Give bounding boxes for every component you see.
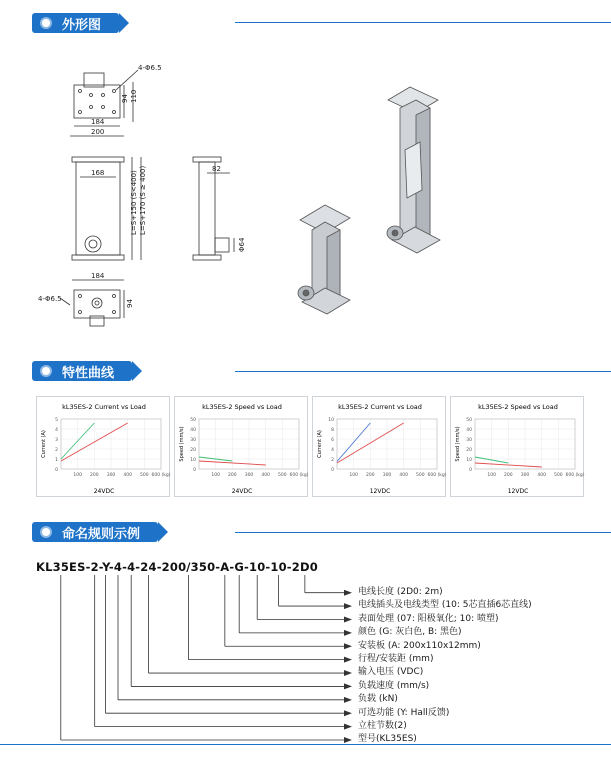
section-pill: [32, 522, 158, 542]
code-separator: -: [265, 560, 271, 574]
x-tick-label: 100: [349, 473, 358, 478]
section-header-naming: [32, 521, 158, 543]
y-tick-label: 40: [466, 428, 472, 433]
y-axis-label: Speed (mm/s): [455, 426, 461, 462]
code-separator: -: [215, 560, 221, 574]
x-tick-label: 300: [244, 473, 254, 478]
dim-front-stroke2: L=S+170 (S ≥ 400): [139, 165, 147, 235]
x-tick-label: 300: [106, 473, 116, 478]
x-tick-label: 100: [487, 473, 496, 478]
chart-title: kL35ES-2 Current vs Load: [338, 403, 422, 411]
arrow-head: [344, 724, 352, 730]
iso-render-1: [298, 205, 350, 314]
arrow-head: [344, 697, 352, 703]
chart-title: kL35ES-2 Speed vs Load: [478, 403, 558, 411]
code-separator: -: [135, 560, 141, 574]
code-segment: 4: [113, 560, 123, 574]
chart-svg: [451, 397, 585, 498]
legend-item: 电线插头及电线类型 (10: 5芯直插6芯直线): [358, 600, 532, 611]
section-title: 外形图: [62, 17, 102, 33]
x-tick-label: 500: [416, 473, 425, 478]
arrow-head: [344, 737, 352, 743]
legend-item: 可选功能 (Y: Hall反馈): [358, 707, 450, 718]
dim-side-64: Φ64: [238, 237, 246, 252]
x-tick-label: 200: [90, 473, 99, 478]
y-axis-label: Current (A): [317, 430, 323, 458]
code-separator: -: [229, 560, 235, 574]
code-separator: -: [122, 560, 128, 574]
x-tick-label: 300: [520, 473, 530, 478]
dim-top-94: 94: [121, 94, 129, 103]
dim-top-110: 110: [130, 89, 138, 103]
section-header-curves: [32, 360, 132, 382]
chart-svg: [175, 397, 309, 498]
legend-item: 立柱节数(2): [358, 720, 407, 731]
y-tick-label: 50: [466, 418, 472, 423]
y-tick-label: 1: [55, 458, 58, 463]
y-tick-label: 10: [328, 418, 334, 423]
iso-render-2: [387, 87, 440, 253]
y-axis-label: Speed (mm/s): [179, 426, 185, 462]
legend-item: 颜色 (G: 灰白色, B: 黑色): [358, 627, 462, 638]
y-tick-label: 20: [466, 448, 472, 453]
dim-bottom-184: 184: [91, 272, 105, 280]
dim-top-200: 200: [91, 128, 105, 136]
chart-title: kL35ES-2 Current vs Load: [62, 403, 146, 411]
code-segment: Y: [102, 560, 109, 574]
dim-bottom-94: 94: [126, 299, 134, 308]
x-tick-label: 400: [261, 473, 270, 478]
x-tick-label: 400: [537, 473, 546, 478]
arrow-head: [344, 657, 352, 663]
chart-subtitle: 12VDC: [507, 488, 529, 495]
x-tick-label: 600 (kg): [427, 473, 447, 478]
code-separator: -: [286, 560, 292, 574]
dim-bottom-hole: 4-Φ6.5: [38, 295, 62, 303]
code-segment: 24: [140, 560, 157, 574]
code-separator: -: [244, 560, 249, 574]
x-tick-label: 400: [399, 473, 408, 478]
code-segment: 10: [249, 560, 266, 574]
chart-subtitle: 24VDC: [231, 488, 253, 495]
section-header-outline: [32, 12, 119, 34]
bullet-icon: [42, 528, 50, 536]
arrow-head: [344, 616, 352, 622]
y-tick-label: 10: [190, 458, 196, 463]
chart-title: kL35ES-2 Speed vs Load: [202, 403, 282, 411]
chart-subtitle: 24VDC: [93, 488, 115, 495]
legend-item: 负载速度 (mm/s): [358, 680, 430, 691]
section-rule: [235, 22, 611, 23]
y-tick-label: 30: [190, 438, 196, 443]
arrow-head: [344, 643, 352, 649]
x-tick-label: 500: [140, 473, 149, 478]
naming-legend: [358, 586, 532, 747]
x-tick-label: 200: [504, 473, 513, 478]
code-segment: G: [234, 560, 245, 574]
code-separator: -: [98, 560, 103, 574]
section-title: 特性曲线: [62, 365, 115, 381]
y-tick-label: 40: [190, 428, 196, 433]
legend-item: 表面处理 (07: 阳极氧化; 10: 喷塑): [358, 613, 499, 624]
arrow-head: [344, 710, 352, 716]
y-tick-label: 2: [55, 448, 58, 453]
legend-item: 负载 (kN): [358, 694, 398, 705]
code-segment: 200/350: [161, 560, 216, 574]
dim-front-stroke1: L=S+150 (S<400): [130, 170, 138, 235]
legend-item: 行程/安装距 (mm): [358, 653, 434, 664]
technical-drawing: [0, 40, 611, 370]
y-tick-label: 10: [466, 458, 472, 463]
x-tick-label: 600 (kg): [151, 473, 171, 478]
y-tick-label: 0: [331, 468, 334, 473]
bottom-rule: [0, 744, 611, 745]
chart-card-1: [36, 396, 170, 497]
x-tick-label: 500: [278, 473, 287, 478]
code-segment: KL35ES: [36, 560, 86, 574]
y-tick-label: 0: [469, 468, 472, 473]
code-separator: -: [108, 560, 114, 574]
dim-top-184: 184: [91, 118, 105, 126]
y-tick-label: 4: [55, 428, 58, 433]
y-tick-label: 8: [331, 428, 334, 433]
x-tick-label: 100: [211, 473, 220, 478]
code-segment: 2D0: [291, 560, 318, 574]
code-separator: -: [156, 560, 162, 574]
y-tick-label: 6: [331, 438, 334, 443]
y-tick-label: 0: [55, 468, 58, 473]
x-tick-label: 600 (kg): [289, 473, 309, 478]
code-segment: 4: [127, 560, 136, 574]
x-tick-label: 500: [554, 473, 563, 478]
code-segment: A: [220, 560, 230, 574]
x-tick-label: 200: [366, 473, 375, 478]
dim-front-168: 168: [91, 169, 105, 177]
section-pill: [32, 13, 119, 33]
y-tick-label: 20: [190, 448, 196, 453]
legend-item: 电线长度 (2D0: 2m): [358, 587, 443, 597]
section-title: 命名规则示例: [62, 526, 141, 542]
section-rule: [235, 532, 611, 533]
dim-top-hole: 4-Φ6.5: [138, 64, 162, 72]
code-segment: 2: [90, 560, 99, 574]
arrow-head: [344, 670, 352, 676]
code-separator: -: [85, 560, 91, 574]
y-tick-label: 4: [331, 448, 334, 453]
arrow-head: [344, 603, 352, 609]
arrow-head: [344, 683, 352, 689]
chart-svg: [37, 397, 171, 498]
y-axis-label: Current (A): [41, 430, 47, 458]
dim-side-82: 82: [212, 165, 221, 173]
code-segment: 10: [270, 560, 287, 574]
legend-item: 输入电压 (VDC): [358, 667, 424, 678]
y-tick-label: 5: [55, 418, 58, 423]
chart-card-3: [312, 396, 446, 497]
bullet-icon: [42, 19, 50, 27]
y-tick-label: 3: [55, 438, 58, 443]
x-tick-label: 200: [228, 473, 237, 478]
legend-item: 型号(KL35ES): [358, 734, 417, 745]
x-tick-label: 600 (kg): [565, 473, 585, 478]
section-rule: [235, 371, 611, 372]
chart-svg: [313, 397, 447, 498]
chart-card-2: [174, 396, 308, 497]
y-tick-label: 50: [190, 418, 196, 423]
y-tick-label: 30: [466, 438, 472, 443]
section-pill: [32, 361, 132, 381]
legend-item: 安装板 (A: 200x110x12mm): [358, 640, 481, 651]
arrow-head: [344, 590, 352, 596]
chart-subtitle: 12VDC: [369, 488, 391, 495]
arrow-head: [344, 630, 352, 636]
y-tick-label: 2: [331, 458, 334, 463]
bullet-icon: [42, 367, 50, 375]
y-tick-label: 0: [193, 468, 196, 473]
x-tick-label: 100: [73, 473, 82, 478]
x-tick-label: 300: [382, 473, 392, 478]
chart-card-4: [450, 396, 584, 497]
x-tick-label: 400: [123, 473, 132, 478]
